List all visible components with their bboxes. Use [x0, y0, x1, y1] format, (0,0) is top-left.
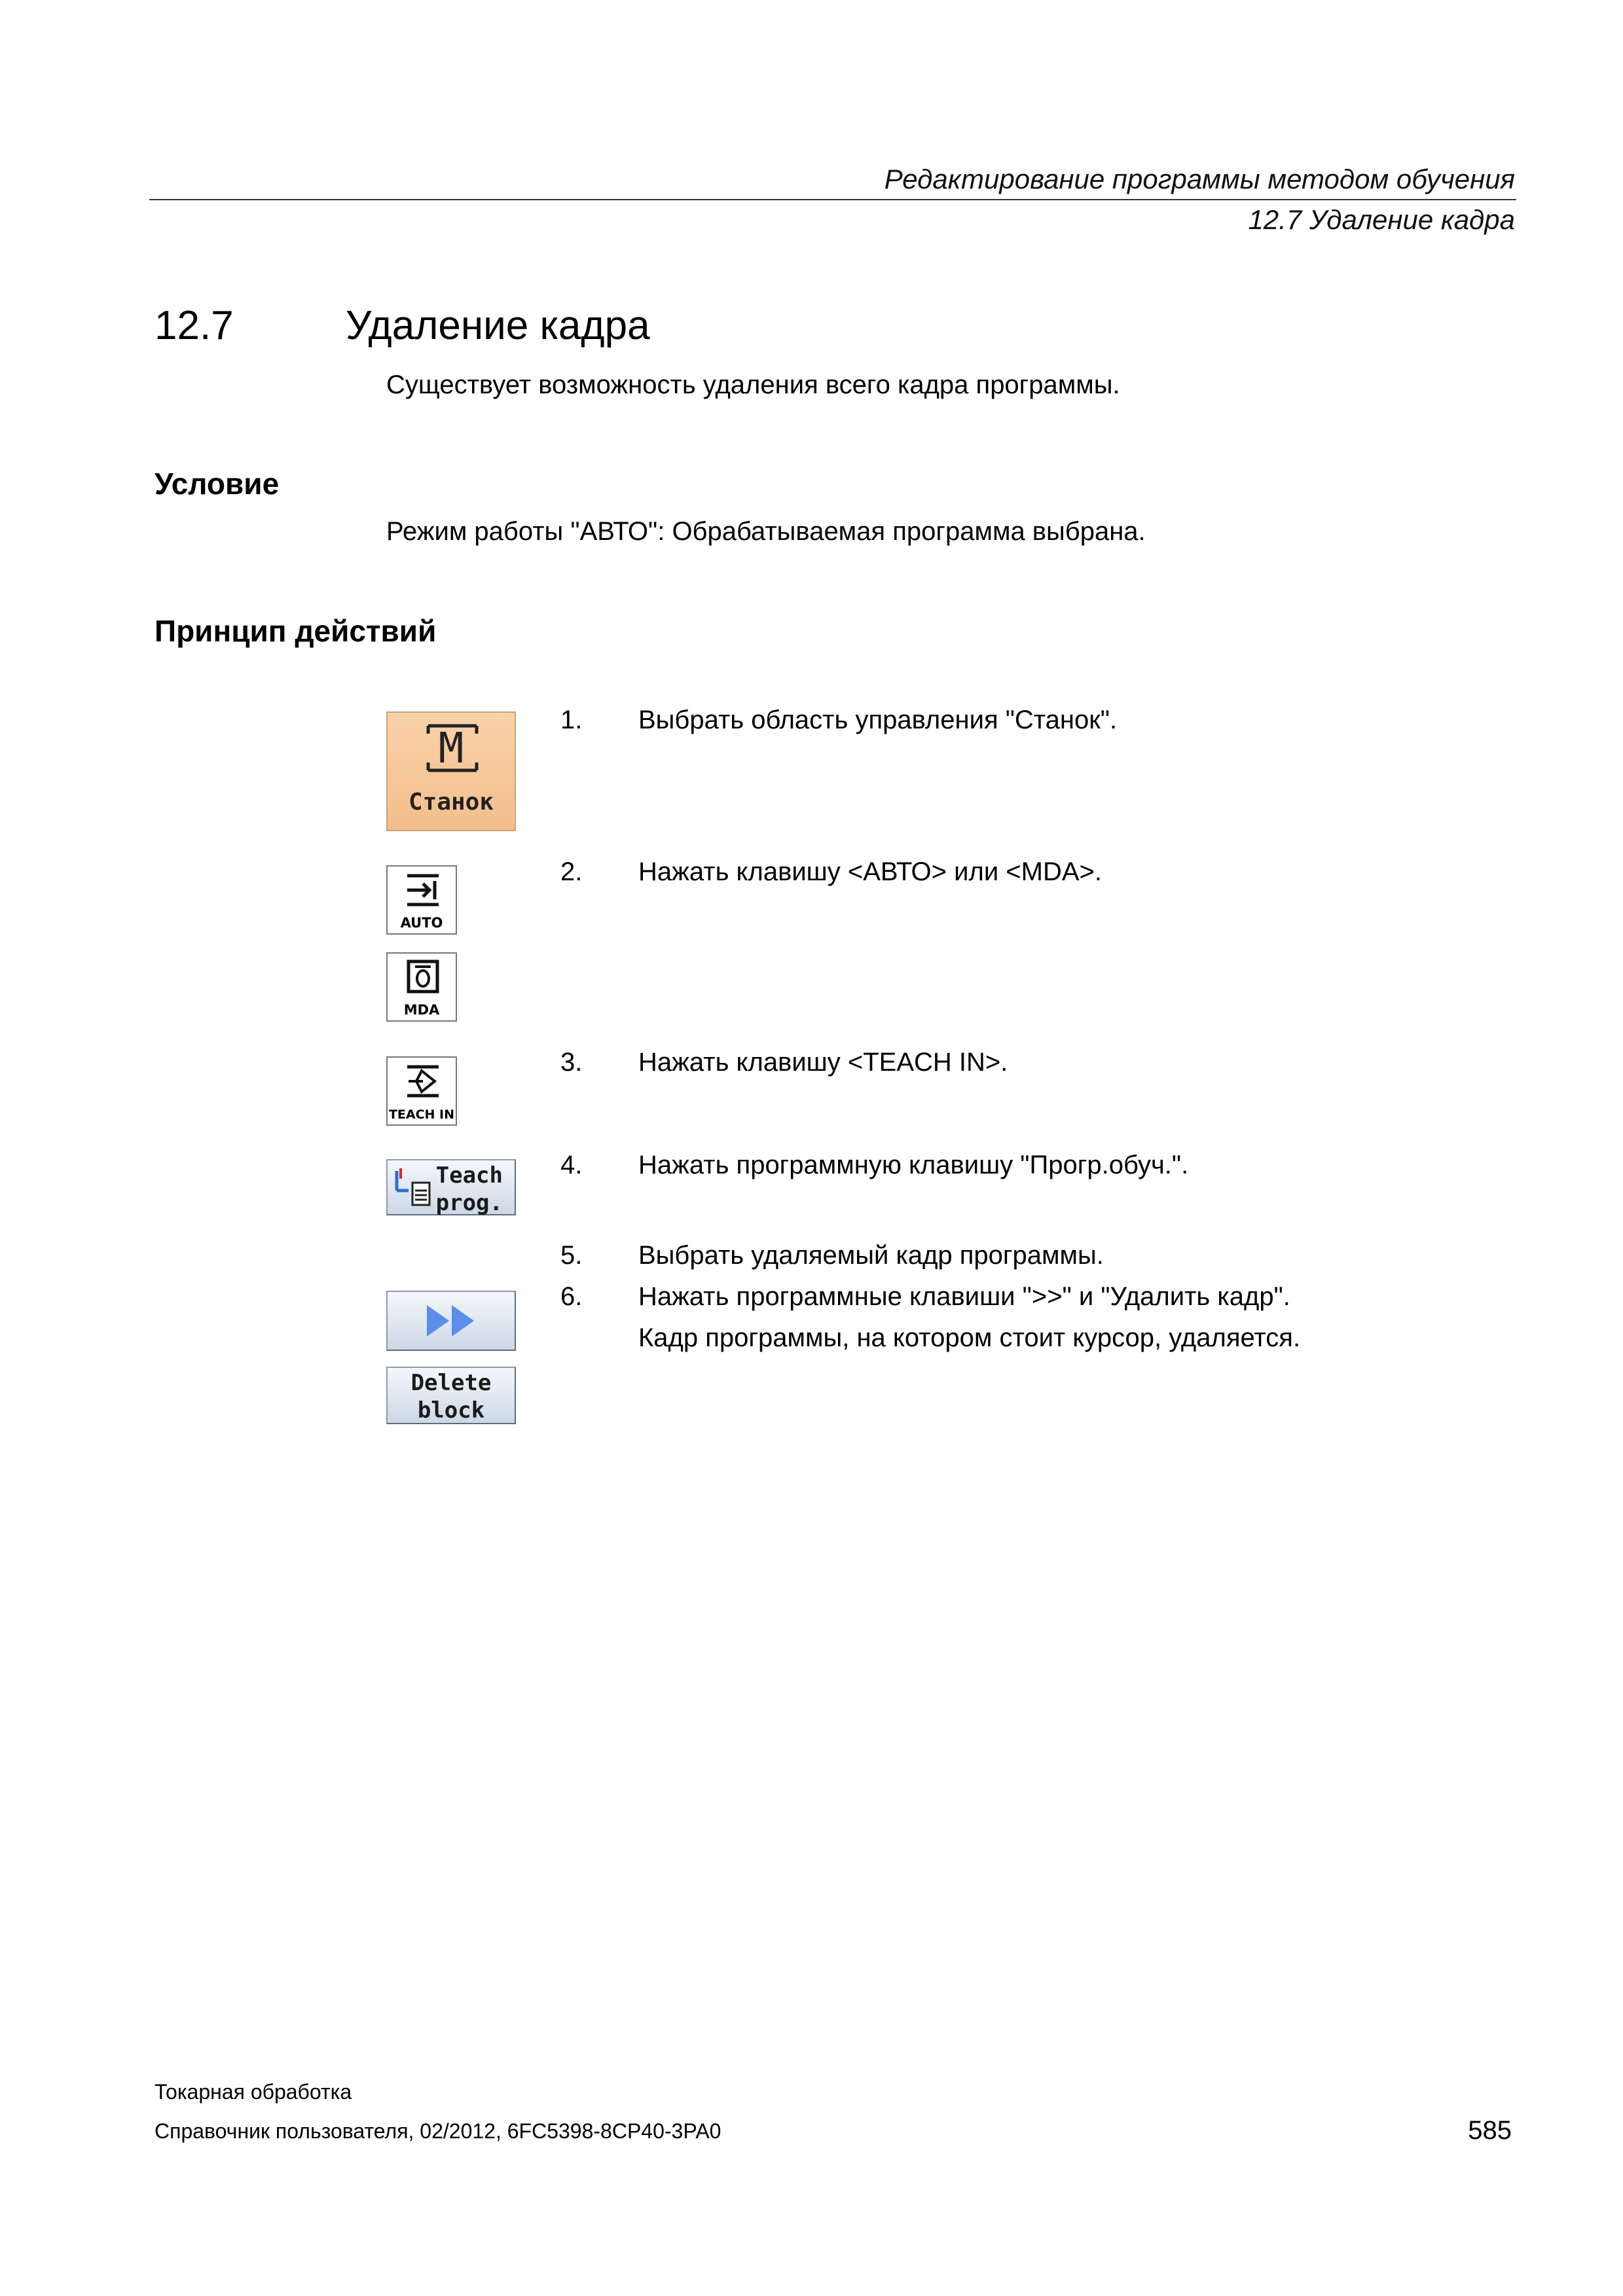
- step-text: Нажать клавишу <TEACH IN>.: [638, 1048, 1008, 1077]
- machine-area-key[interactable]: [386, 711, 516, 831]
- step-number: 1.: [560, 706, 583, 734]
- step-text: Выбрать удаляемый кадр программы.: [638, 1241, 1104, 1270]
- machine-key-label: Станок: [408, 789, 494, 816]
- teach-in-key[interactable]: [386, 1056, 457, 1126]
- machine-key-letter: M: [438, 725, 464, 773]
- step-number: 5.: [560, 1241, 583, 1270]
- condition-heading: Условие: [155, 467, 280, 501]
- step-number: 2.: [560, 857, 583, 886]
- header-rule: [149, 199, 1516, 200]
- delete-block-softkey[interactable]: [386, 1367, 516, 1424]
- delete-block-label-line1: Delete: [410, 1370, 492, 1396]
- running-header-chapter: Редактирование программы методом обучения: [884, 164, 1515, 194]
- mda-icon: [403, 958, 443, 997]
- footer-publication: Справочник пользователя, 02/2012, 6FC5398-8CP40-3PA0: [155, 2119, 721, 2143]
- step-number: 4.: [560, 1151, 583, 1179]
- auto-key[interactable]: [386, 865, 457, 935]
- step-number: 3.: [560, 1048, 583, 1077]
- running-header-section: 12.7 Удаление кадра: [1248, 204, 1515, 235]
- teach-prog-softkey[interactable]: [386, 1159, 516, 1215]
- auto-key-label: AUTO: [400, 915, 443, 931]
- step-result-text: Кадр программы, на котором стоит курсор, удаляется.: [638, 1323, 1301, 1352]
- delete-block-label: [388, 1369, 515, 1424]
- section-intro: Существует возможность удаления всего кадра программы.: [386, 370, 1120, 399]
- teach-prog-icon: [392, 1164, 437, 1210]
- principle-heading: Принцип действий: [155, 614, 437, 648]
- page-number: 585: [1468, 2116, 1512, 2145]
- teach-prog-label: [436, 1162, 503, 1217]
- more-softkeys-button[interactable]: [386, 1291, 516, 1351]
- section-title: Удаление кадра: [346, 303, 650, 348]
- step-text: Нажать программные клавиши ">>" и "Удалить кадр".: [638, 1282, 1290, 1311]
- delete-block-label-line2: block: [417, 1397, 485, 1424]
- footer-title: Токарная обработка: [155, 2080, 352, 2104]
- step-number: 6.: [560, 1282, 583, 1311]
- section-number: 12.7: [155, 303, 234, 348]
- mda-key[interactable]: [386, 952, 457, 1022]
- auto-icon: [403, 870, 443, 910]
- teach-prog-label-line2: prog.: [435, 1190, 503, 1216]
- teach-in-icon: [403, 1062, 443, 1101]
- condition-text: Режим работы "АВТО": Обрабатываемая программа выбрана.: [386, 517, 1146, 546]
- teach-in-key-label: TEACH IN: [388, 1107, 455, 1122]
- mda-key-label: MDA: [403, 1002, 440, 1018]
- step-text: Выбрать область управления "Станок".: [638, 706, 1118, 734]
- teach-prog-label-line1: Teach: [435, 1162, 503, 1189]
- step-text: Нажать клавишу <АВТО> или <MDA>.: [638, 857, 1102, 886]
- step-text: Нажать программную клавишу "Прогр.обуч.".: [638, 1151, 1189, 1179]
- double-chevron-right-icon: [423, 1301, 482, 1340]
